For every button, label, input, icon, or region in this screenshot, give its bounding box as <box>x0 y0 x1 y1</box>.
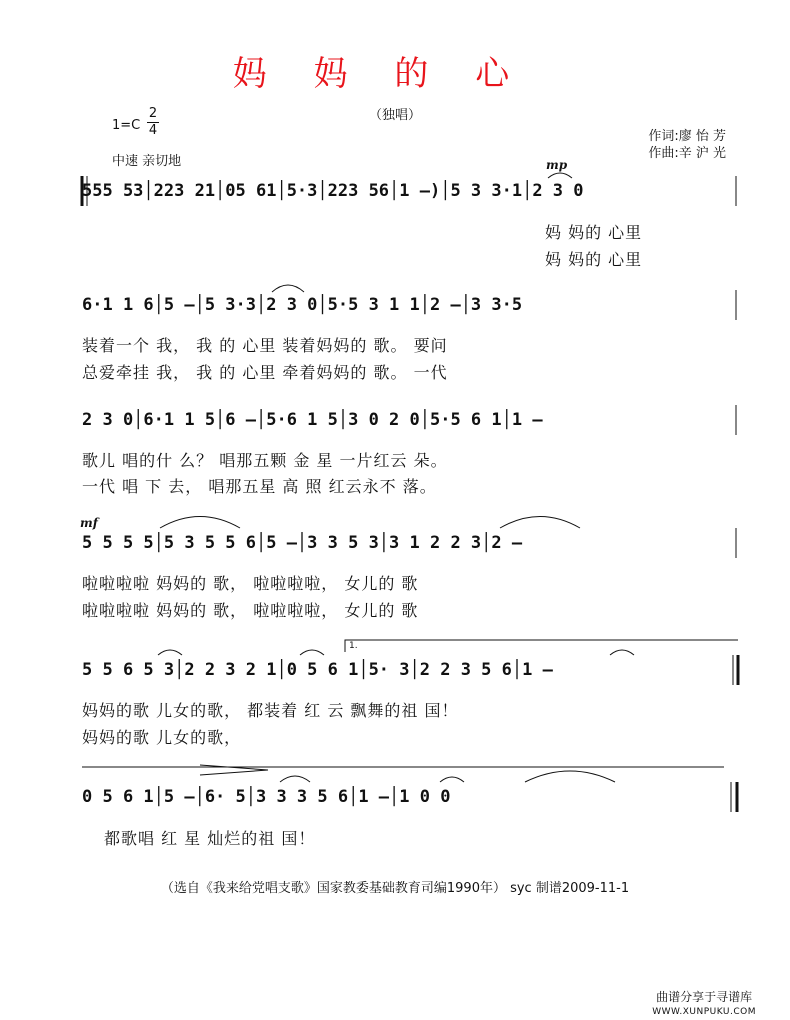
lyrics-row-2-verse-1: 装着一个 我， 我 的 心里 装着妈妈的 歌。 要问 <box>82 336 448 355</box>
lyrics-row-3-verse-1: 歌儿 唱的什 么？ 唱那五颗 金 星 一片红云 朵。 <box>82 451 448 470</box>
time-signature <box>146 106 160 139</box>
lyrics-row-1-verse-1: 妈 妈的 心里 <box>545 223 643 242</box>
time-signature-bottom: 4 <box>148 123 158 138</box>
lyrics-row-4-verse-1: 啦啦啦啦 妈妈的 歌， 啦啦啦啦， 女儿的 歌 <box>82 574 419 593</box>
lyrics-row-5-verse-2: 妈妈的歌 儿女的歌， <box>82 728 242 747</box>
volta-marking: 1. <box>349 641 358 651</box>
notation-row-6: 0 5 6 1│5 –│6· 5│3 3 3 5 6│1 –│1 0 0 <box>82 787 451 807</box>
tie <box>525 771 615 782</box>
page-title: 妈 妈 的 心 <box>232 54 528 94</box>
genre-label: （独唱） <box>368 108 421 123</box>
notation-row-4: 5 5 5 5│5 3 5 5 6│5 –│3 3 5 3│3 1 2 2 3│2 – <box>82 533 523 553</box>
dynamic-mf: mf <box>80 516 98 530</box>
slur <box>500 517 580 529</box>
notation-row-1: 555 53│223 21│05 61│5·3│223 56│1 –)│5 3 3·1│2 3 0 <box>82 181 584 201</box>
slur <box>548 173 572 178</box>
slur <box>300 650 324 655</box>
time-signature-top: 2 <box>148 106 158 121</box>
watermark-text: 曲谱分享于寻谱库 <box>656 990 753 1004</box>
watermark <box>652 990 756 1020</box>
hairpin <box>200 765 268 775</box>
notation-row-5: 5 5 6 5 3│2 2 3 2 1│0 5 6 1│5· 3│2 2 3 5 6│1 – <box>82 660 553 680</box>
lyrics-row-6-verse-1: 都歌唱 红 星 灿烂的祖 国！ <box>104 829 316 848</box>
lyrics-row-3-verse-2: 一代 唱 下 去， 唱那五星 高 照 红云永不 落。 <box>82 477 437 496</box>
dynamic-mp: mp <box>546 158 568 172</box>
slur <box>610 650 634 655</box>
watermark-url: WWW.XUNPUKU.COM <box>652 1007 756 1017</box>
lyrics-row-2-verse-2: 总爱牵挂 我， 我 的 心里 牵着妈妈的 歌。 一代 <box>82 363 448 382</box>
credits <box>648 128 726 162</box>
lyricist: 作词:廖 怡 芳 <box>648 129 726 144</box>
volta-bracket <box>345 640 738 652</box>
slur <box>272 285 304 292</box>
slur <box>158 650 182 655</box>
notation-row-2: 6·1 1 6│5 –│5 3·3│2 3 0│5·5 3 1 1│2 –│3 3·5 <box>82 295 523 315</box>
footer-source: （选自《我来给党唱支歌》国家教委基础教育司编1990年） syc 制谱2009-11-1 <box>160 881 630 896</box>
slur <box>280 776 310 782</box>
slur <box>160 517 240 529</box>
notation-row-3: 2 3 0│6·1 1 5│6 –│5·6 1 5│3 0 2 0│5·5 6 1│1 – <box>82 410 543 430</box>
lyrics-row-1-verse-2: 妈 妈的 心里 <box>545 250 643 269</box>
lyrics-row-5-verse-1: 妈妈的歌 儿女的歌， 都装着 红 云 飘舞的祖 国！ <box>82 701 459 720</box>
composer: 作曲:辛 沪 光 <box>648 146 726 161</box>
tempo-marking: 中速 亲切地 <box>112 154 182 169</box>
lyrics-row-4-verse-2: 啦啦啦啦 妈妈的 歌， 啦啦啦啦， 女儿的 歌 <box>82 601 419 620</box>
slur <box>440 777 464 782</box>
key-signature: 1=C <box>112 118 141 133</box>
